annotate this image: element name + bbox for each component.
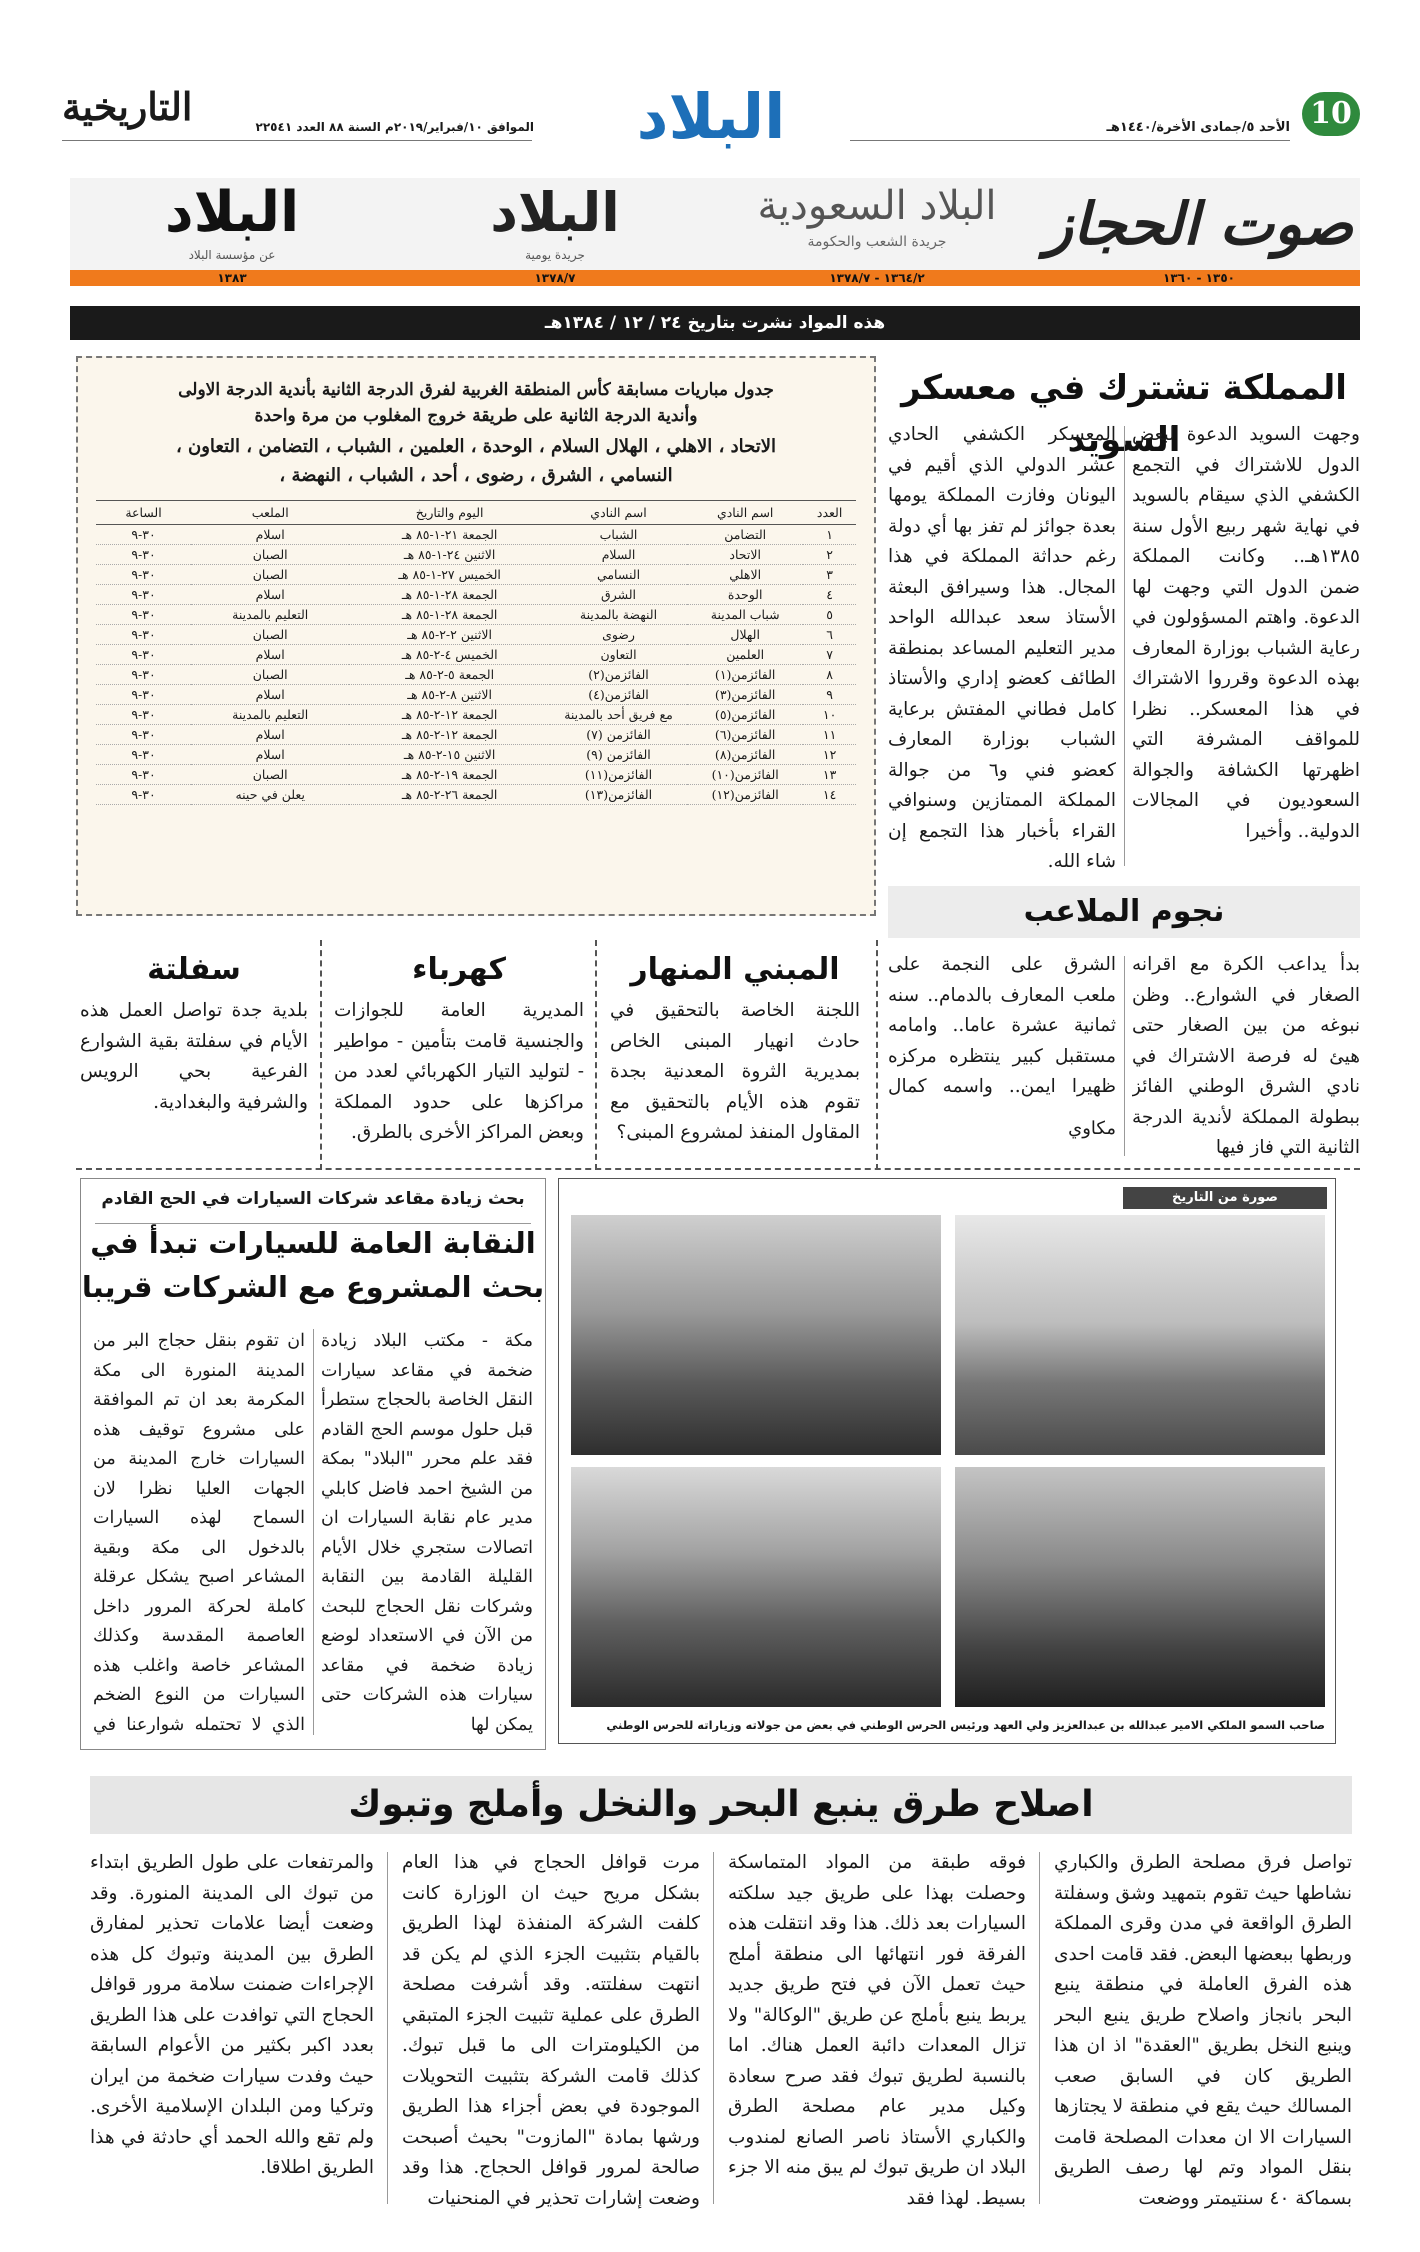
fixture-cell: الاتحاد (687, 545, 803, 565)
fixture-cell: ٣٠-٩ (96, 545, 191, 565)
fixture-cell: ٨ (803, 665, 856, 685)
publish-note-bar (70, 306, 1360, 340)
stars-article (888, 886, 1360, 1166)
masthead-2-sub: جريدة الشعب والحكومة (807, 234, 947, 250)
fixture-cell: يعلن في حينه (191, 785, 349, 805)
fixture-row (96, 525, 856, 545)
fixture-cell: الفائزمن(٨) (687, 745, 803, 765)
sweden-title: المملكة تشترك في معسكر السويد (901, 368, 1347, 460)
photo-top-right (955, 1215, 1325, 1455)
roads-col-2: فوقه طبقة من المواد المتماسكة وحصلت بهذا على طريق جيد سلكته السيارات بعد ذلك. هذا وقد انتقلت هذه الفرقة فور انتهائها الى منطقة أملج حيث تعمل الآن في فتح طريق جديد يربط ينبع بأملج عن طريق "الوكالة" ولا تزال المعدات دائبة العمل هناك. اما بالنسبة لطريق تبوك فقد صرح سعادة وكيل مدير عام مصلحة الطرق والكباري الأستاذ ناصر الصانع لمندوب البلاد ان طريق تبوك لم يبق منه الا جزء بسيط. لهذا فقد (728, 1852, 1026, 2209)
years-1: ١٣٥٠ - ١٣٦٠ (1163, 271, 1235, 285)
fixture-cell: ١٣ (803, 765, 856, 785)
fixture-cell: التعليم بالمدينة (191, 605, 349, 625)
fixture-cell: الصبان (191, 765, 349, 785)
fixtures-header-row (96, 501, 856, 525)
sweden-col-1: وجهت السويد الدعوة لبعض الدول للاشتراك في التجمع الكشفي الذي سيقام بالسويد في نهاية شهر ربيع الأول سنة ١٣٨٥هـ.. وكانت المملكة ضمن الدول التي وجهت لها الدعوة. واهتم المسؤولون في رعاية الشباب بوزارة المعارف بهذه الدعوة وقرروا الاشتراك في هذا المعسكر.. نظرا للمواقف المشرفة التي اظهرتها الكشافة والجوالة السعوديون في المجالات الدولية.. وأخيرا (1132, 424, 1360, 842)
stars-title: نجوم الملاعب (1023, 894, 1225, 929)
fixture-cell: السلام (550, 545, 687, 565)
col-time: الساعة (125, 505, 162, 520)
fixture-row (96, 725, 856, 745)
column-rule (313, 1329, 314, 1735)
fixture-row (96, 645, 856, 665)
fixture-cell: ٣٠-٩ (96, 625, 191, 645)
fixture-row (96, 545, 856, 565)
fixture-cell: الشباب (550, 525, 687, 545)
photo-bottom-left (571, 1467, 941, 1707)
fixture-cell: ٩ (803, 685, 856, 705)
photo-bottom-right (955, 1467, 1325, 1707)
fixture-cell: اسلام (191, 685, 349, 705)
years-4: ١٣٨٣ (217, 271, 247, 285)
fixture-cell: اسلام (191, 525, 349, 545)
masthead-3 (394, 178, 716, 278)
fixture-cell: الجمعة ١٢-٢-٨٥ هـ (349, 725, 550, 745)
fixture-cell: الصبان (191, 625, 349, 645)
fixture-row (96, 605, 856, 625)
fixture-cell: ٧ (803, 645, 856, 665)
fixture-cell: الفائزمن(١٢) (687, 785, 803, 805)
header-date-hijri: الأحد ٥/جمادى الأخرة/١٤٤٠هـ (1106, 120, 1290, 135)
section-title: التاريخية (62, 84, 193, 129)
fixture-cell: رضوى (550, 625, 687, 645)
fixture-cell: ١٤ (803, 785, 856, 805)
fixture-cell: الجمعة ٥-٢-٨٥ هـ (349, 665, 550, 685)
sweden-article (888, 362, 1360, 874)
fixture-cell: الاثنين ٨-٢-٨٥ هـ (349, 685, 550, 705)
fixture-cell: ٣٠-٩ (96, 665, 191, 685)
fixtures-teams-1: الاتحاد ، الاهلي ، الهلال السلام ، الوحدة ، العلمين ، الشباب ، التضامن ، التعاون ، (175, 436, 777, 457)
cars-kicker: بحث زيادة مقاعد شركات السيارات في الحج القادم (101, 1189, 525, 1209)
photo-top-left (571, 1215, 941, 1455)
fixture-cell: اسلام (191, 745, 349, 765)
fixtures-clipping (76, 356, 876, 916)
fixture-cell: الفائزمن(٣) (687, 685, 803, 705)
roads-article (90, 1848, 1352, 2210)
fixture-cell: ٣٠-٩ (96, 565, 191, 585)
fixture-cell: الاثنين ٢-٢-٨٥ هـ (349, 625, 550, 645)
fixture-cell: اسلام (191, 725, 349, 745)
electricity-title: كهرباء (412, 952, 506, 987)
fixture-cell: الجمعة ٢٨-١-٨٥ هـ (349, 605, 550, 625)
fixture-cell: الفائزمن (٩) (550, 745, 687, 765)
separator (76, 1168, 1360, 1170)
col-club-a: اسم النادي (716, 505, 774, 520)
fixtures-teams-2: النسامي ، الشرق ، رضوى ، أحد ، الشباب ، النهضة ، (279, 465, 673, 486)
fixture-cell: ٣٠-٩ (96, 725, 191, 745)
paving-article (80, 948, 308, 1168)
stars-col-2: الشرق على النجمة على ملعب المعارف بالدمام.. سنه ثمانية عشرة عاما.. وامامه مستقبل كبير ينتظره مركزه ظهيرا ايمن.. واسمه كمال (888, 954, 1116, 1097)
sweden-col-2: المعسكر الكشفي الحادي عشر الدولي الذي أقيم في اليونان وفازت المملكة يومها بعدة جوائز لم تفز بها أي دولة رغم حداثة المملكة في هذا المجال. هذا وسيرافق البعثة الأستاذ سعد عبدالله الواحد مدير التعليم المساعد بمنطقة الطائف كعضو إداري والأستاذ كامل فطاني المفتش برعاية الشباب بوزارة المعارف كعضو فني و٦ من جوالة المملكة الممتازين وسنوافي القراء بأخبار هذا التجمع إن شاء الله. (888, 424, 1116, 872)
stars-col-1: بدأ يداعب الكرة مع اقرانه الصغار في الشوارع.. وظن نبوغه من بين الصغار حتى هيئ له فرصة الاشتراك في نادي الشرق الوطني الفائز ببطولة المملكة لأندية الدرجة الثانية التي فاز فيها (1132, 954, 1360, 1158)
fixture-cell: مع فريق أحد بالمدينة (550, 705, 687, 725)
fixtures-title: جدول مباريات مسابقة كأس المنطقة الغربية لفرق الدرجة الثانية بأندية الدرجة الاولى (178, 380, 774, 400)
fixture-cell: النهضة بالمدينة (550, 605, 687, 625)
photo-collage (558, 1178, 1336, 1744)
fixture-row (96, 585, 856, 605)
building-article (610, 948, 860, 1168)
kicker-rule (95, 1223, 531, 1224)
fixture-cell: الجمعة ٢١-١-٨٥ هـ (349, 525, 550, 545)
fixture-cell: الجمعة ١٩-٢-٨٥ هـ (349, 765, 550, 785)
masthead-3-sub: جريدة يومية (525, 248, 585, 262)
fixture-cell: الصبان (191, 545, 349, 565)
roads-title: اصلاح طرق ينبع البحر والنخل وأملج وتبوك (348, 1784, 1094, 1825)
column-rule (1124, 956, 1125, 1156)
fixture-cell: الفائزمن(١٠) (687, 765, 803, 785)
cars-headline-1: النقابة العامة للسيارات تبدأ في (90, 1226, 536, 1260)
fixture-cell: الصبان (191, 565, 349, 585)
fixture-cell: الفائزمن(٤) (550, 685, 687, 705)
stars-title-box (888, 886, 1360, 938)
fixture-cell: الوحدة (687, 585, 803, 605)
fixture-cell: الجمعة ٢٨-١-٨٥ هـ (349, 585, 550, 605)
roads-col-1: تواصل فرق مصلحة الطرق والكباري نشاطها حيث تقوم بتمهيد وشق وسفلتة الطرق الواقعة في مدن وقرى المملكة وربطها ببعضها البعض. فقد قامت احدى هذه الفرق العاملة في منطقة ينبع البحر بانجاز واصلاح طريق ينبع البحر وينبع النخل بطريق "العقدة" اذ ان هذا الطريق كان في السابق صعب المسالك حيث يقع في منطقة لا يجتازها السيارات الا ان معدات المصلحة قامت بنقل المواد وتم لها رصف الطريق بسماكة ٤٠ سنتيمتر ووضعت (1054, 1852, 1352, 2209)
historic-mastheads (70, 178, 1360, 284)
fixture-cell: التعاون (550, 645, 687, 665)
fixture-cell: ٣٠-٩ (96, 785, 191, 805)
masthead-4 (70, 178, 394, 278)
fixture-row (96, 685, 856, 705)
fixture-cell: الفائزمن(١١) (550, 765, 687, 785)
col-date: اليوم والتاريخ (415, 505, 484, 520)
roads-col-4: والمرتفعات على طول الطريق ابتداء من تبوك الى المدينة المنورة. وقد وضعت أيضا علامات تحذير لمفارق الطرق بين المدينة وتبوك كل هذه الإجراءات ضمنت سلامة مرور قوافل الحجاج التي توافدت على هذا الطريق بعدد اكبر بكثير من الأعوام السابقة حيث وفدت سيارات ضخمة من ايران وتركيا ومن البلدان الإسلامية الأخرى. ولم تقع والله الحمد أي حادثة في هذا الطريق اطلاقا. (90, 1852, 374, 2178)
fixture-row (96, 745, 856, 765)
masthead-1-title: صوت الحجاز (1044, 190, 1354, 258)
masthead-2-title: البلاد السعودية (757, 183, 997, 229)
fixture-cell: ٤ (803, 585, 856, 605)
fixture-cell: التعليم بالمدينة (191, 705, 349, 725)
fixture-cell: الاهلي (687, 565, 803, 585)
fixture-cell: ٣٠-٩ (96, 705, 191, 725)
cars-article (80, 1178, 546, 1750)
header-rule-left (62, 140, 532, 141)
column-rule (1039, 1852, 1040, 2204)
building-body: اللجنة الخاصة بالتحقيق في حادث انهيار المبنى الخاص بمديرية الثروة المعدنية بجدة تقوم هذه الأيام بالتحقيق مع المقاول المنفذ لمشروع المبنى؟ (610, 1000, 860, 1143)
fixture-row (96, 625, 856, 645)
fixture-cell: الخميس ٢٧-١-٨٥ هـ (349, 565, 550, 585)
photo-caption: صاحب السمو الملكي الامير عبدالله بن عبدالعزيز ولي العهد ورئيس الحرس الوطني في بعض من جولاته وزياراته للحرس الوطني (606, 1718, 1325, 1732)
fixture-cell: ١ (803, 525, 856, 545)
column-rule (1124, 426, 1125, 866)
fixture-cell: الفائزمن(١) (687, 665, 803, 685)
fixture-row (96, 705, 856, 725)
fixture-cell: الصبان (191, 665, 349, 685)
fixture-cell: ١٢ (803, 745, 856, 765)
newspaper-logo: البلاد (636, 80, 786, 153)
fixtures-subtitle: وأندية الدرجة الثانية على طريقة خروج المغلوب من مرة واحدة (254, 406, 698, 426)
fixture-cell: الجمعة ٢٦-٢-٨٥ هـ (349, 785, 550, 805)
fixture-cell: الاثنين ١٥-٢-٨٥ هـ (349, 745, 550, 765)
years-bar (70, 270, 1360, 286)
fixture-cell: ٥ (803, 605, 856, 625)
fixture-row (96, 765, 856, 785)
fixture-cell: الفائزمن(١٣) (550, 785, 687, 805)
column-rule (713, 1852, 714, 2204)
fixture-cell: الاثنين ٢٤-١-٨٥ هـ (349, 545, 550, 565)
col-number: العدد (816, 505, 843, 520)
fixtures-table (96, 500, 856, 805)
publish-note: هذه المواد نشرت بتاريخ ٢٤ / ١٢ / ١٣٨٤هـ (544, 313, 886, 333)
roads-col-3: مرت قوافل الحجاج في هذا العام بشكل مريح حيث ان الوزارة كانت كلفت الشركة المنفذة لهذا الطريق بالقيام بتثبيت الجزء الذي لم يكن قد انتهت سفلتته. وقد أشرفت مصلحة الطرق على عملية تثبيت الجزء المتبقي من الكيلومترات الى ما قبل تبوك. كذلك قامت الشركة بتثبيت التحويلات الموجودة في بعض أجزاء هذا الطريق ورشها بمادة "المازوت" بحيث أصبحت صالحة لمرور قوافل الحجاج. هذا وقد وضعت إشارات تحذير في المنحنيات (402, 1852, 700, 2209)
fixture-cell: اسلام (191, 645, 349, 665)
cars-col-left: ان تقوم بنقل حجاج البر من المدينة المنورة الى مكة المكرمة بعد ان تم الموافقة على مشروع توقيف هذه السيارات خارج المدينة من الجهات العليا نظرا لان السماح لهذه السيارات بالدخول الى مكة وبقية المشاعر اصبح يشكل عرقلة كاملة لحركة المرور داخل العاصمة المقدسة وكذلك المشاعر خاصة واغلب هذه السيارات من النوع الضخم الذي لا تحتمله شوارعنا في (93, 1331, 305, 1735)
paving-body: بلدية جدة تواصل العمل هذه الأيام في سفلتة بقية الشوارع الفرعية بحي الرويس والشرفية والبغدادية. (80, 1000, 308, 1113)
fixture-cell: النسامي (550, 565, 687, 585)
fixture-cell: الفائزمن(٢) (550, 665, 687, 685)
header-date-greg: الموافق ١٠/فبراير/٢٠١٩م السنة ٨٨ العدد ٢٢٥٤١ (255, 120, 534, 134)
column-rule (387, 1852, 388, 2204)
years-2: ١٣٦٤/٢ - ١٣٧٨/٧ (829, 271, 925, 285)
fixture-cell: الهلال (687, 625, 803, 645)
fixture-row (96, 785, 856, 805)
masthead-3-title: البلاد (490, 181, 620, 244)
fixture-cell: ١٠ (803, 705, 856, 725)
fixture-cell: ١١ (803, 725, 856, 745)
page-header (62, 78, 1360, 158)
separator (595, 940, 597, 1170)
fixture-cell: ٣٠-٩ (96, 685, 191, 705)
fixture-cell: ٢ (803, 545, 856, 565)
fixture-cell: الجمعة ١٢-٢-٨٥ هـ (349, 705, 550, 725)
header-rule-right (850, 140, 1290, 141)
separator (876, 940, 878, 1170)
masthead-4-sub: عن مؤسسة البلاد (188, 248, 276, 262)
fixture-cell: العلمين (687, 645, 803, 665)
years-3: ١٣٧٨/٧ (534, 271, 576, 285)
fixture-cell: ٣٠-٩ (96, 585, 191, 605)
fixture-row (96, 565, 856, 585)
electricity-body: المديرية العامة للجوازات والجنسية قامت بتأمين - مواطير - لتوليد التيار الكهربائي لعدد من مراكزها على حدود المملكة وبعض المراكز الأخرى بالطرق. (334, 1000, 584, 1143)
fixture-cell: ٣٠-٩ (96, 525, 191, 545)
page-number: 10 (1302, 92, 1360, 136)
cars-col-right: مكة - مكتب البلاد زيادة ضخمة في مقاعد سيارات النقل الخاصة بالحجاج ستطرأ قبل حلول موسم الحج القادم فقد علم محرر "البلاد" بمكة من الشيخ احمد فاضل كابلي مدير عام نقابة السيارات ان اتصالات ستجري خلال الأيام القليلة القادمة بين النقابة وشركات نقل الحجاج للبحث من الآن في الاستعداد لوضع زيادة ضخمة في مقاعد سيارات هذه الشركات حتى يمكن لها (321, 1331, 533, 1735)
building-title: المبني المنهار (630, 952, 840, 987)
masthead-2 (716, 178, 1038, 278)
photo-label: صورة من التاريخ (1172, 1190, 1278, 1205)
roads-title-box (90, 1776, 1352, 1834)
fixture-cell: شباب المدينة (687, 605, 803, 625)
stars-byline: مكاوي (1068, 1118, 1116, 1139)
fixture-cell: الفائزمن (٧) (550, 725, 687, 745)
masthead-1 (1038, 178, 1360, 278)
photo-label-bar (1123, 1187, 1327, 1209)
col-club-b: اسم النادي (590, 505, 647, 520)
fixture-cell: الخميس ٤-٢-٨٥ هـ (349, 645, 550, 665)
fixture-cell: الشرق (550, 585, 687, 605)
separator (320, 940, 322, 1170)
fixture-cell: اسلام (191, 585, 349, 605)
col-stadium: الملعب (251, 505, 289, 520)
fixture-cell: ٣٠-٩ (96, 765, 191, 785)
fixture-cell: ٣ (803, 565, 856, 585)
electricity-article (334, 948, 584, 1168)
fixture-row (96, 665, 856, 685)
paving-title: سفلتة (147, 952, 241, 987)
fixture-cell: التضامن (687, 525, 803, 545)
fixture-cell: ٣٠-٩ (96, 645, 191, 665)
fixture-cell: الفائزمن(٦) (687, 725, 803, 745)
fixture-cell: الفائزمن(٥) (687, 705, 803, 725)
fixture-cell: ٦ (803, 625, 856, 645)
masthead-4-title: البلاد (164, 180, 300, 245)
cars-headline-2: بحث المشروع مع الشركات قريبا (81, 1270, 545, 1304)
fixture-cell: ٣٠-٩ (96, 745, 191, 765)
fixture-cell: ٣٠-٩ (96, 605, 191, 625)
